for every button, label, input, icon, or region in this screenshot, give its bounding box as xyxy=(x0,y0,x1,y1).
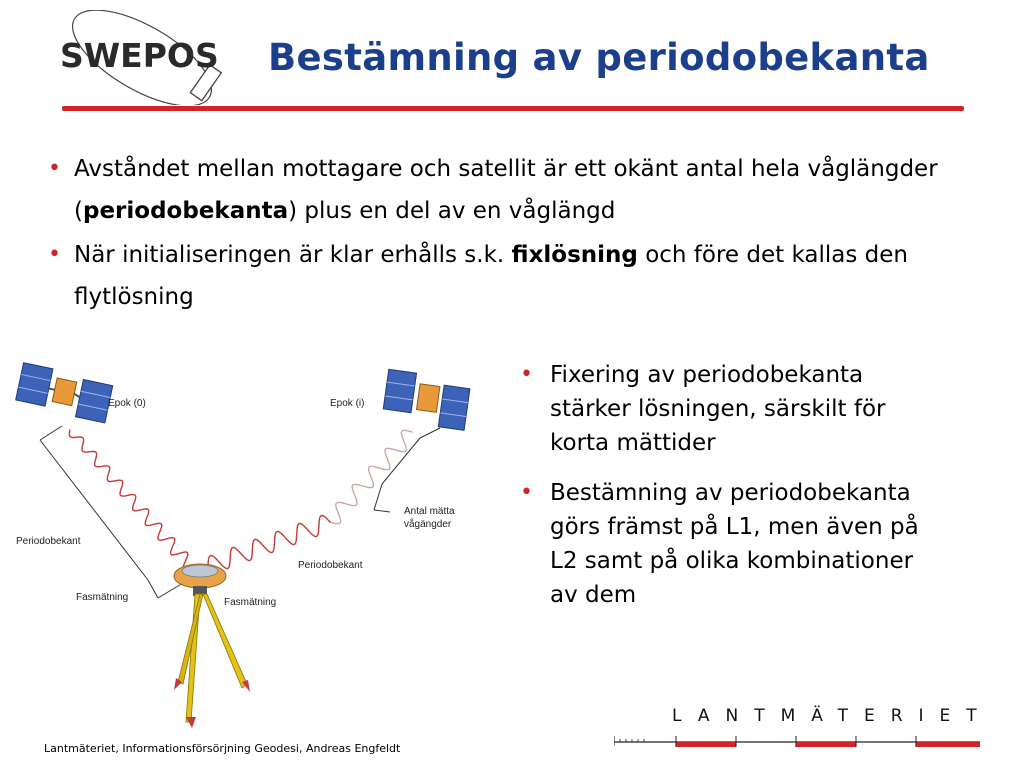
receiver-tripod-icon xyxy=(174,564,250,728)
bullet-icon: • xyxy=(520,480,533,505)
signal-wave-left xyxy=(69,430,192,570)
signal-wave-right xyxy=(330,430,412,523)
bullet-text-before: Avståndet mellan mottagare och satellit är ett okänt antal hela våglängder ( xyxy=(74,156,938,224)
bullet-text-bold: periodobekanta xyxy=(82,198,289,224)
list-item xyxy=(48,148,988,232)
lantmateriet-wordmark: LANTMÄTERIET xyxy=(672,706,993,726)
label-antal-line2: vågängder xyxy=(404,519,452,530)
bullet-text: Fixering av periodobekanta stärker lösningen, särskilt för korta mättider xyxy=(550,362,886,456)
bullet-text-after: ) plus en del av en våglängd xyxy=(288,198,616,224)
bullet-text-after: och före det kallas den flytlösning xyxy=(74,242,908,310)
label-periodobekant-left: Periodobekant xyxy=(16,536,81,547)
swepos-logo xyxy=(50,10,240,105)
list-item xyxy=(520,476,960,612)
bullet-icon: • xyxy=(520,362,533,387)
bullet-icon: • xyxy=(48,156,61,181)
list-item xyxy=(48,234,988,318)
dimension-lines-left xyxy=(40,426,198,598)
satellite-left-icon xyxy=(15,363,114,423)
satellite-right-icon xyxy=(382,369,471,430)
bullet-text: Bestämning av periodobekanta görs främst på L1, men även på L2 samt på olika kombinationer av dem xyxy=(550,480,919,608)
logo-text: SWEPOS xyxy=(60,36,219,75)
label-epok-i: Epok (i) xyxy=(330,398,365,409)
gnss-ambiguity-diagram xyxy=(10,362,490,728)
label-antal-line1: Antal mätta xyxy=(404,506,455,517)
footer-credit: Lantmäteriet, Informationsförsörjning Geodesi, Andreas Engfeldt xyxy=(44,742,401,755)
bullet-text-before: När initialiseringen är klar erhålls s.k. xyxy=(74,242,512,268)
lantmateriet-scale-bar xyxy=(614,732,980,748)
label-fasmatning-right: Fasmätning xyxy=(224,597,277,608)
bullet-icon: • xyxy=(48,242,61,267)
label-epok-0: Epok (0) xyxy=(108,398,146,409)
list-item xyxy=(520,358,960,460)
label-fasmatning-left: Fasmätning xyxy=(76,592,129,603)
top-bullet-list xyxy=(48,148,988,320)
page-title: Bestämning av periodobekanta xyxy=(268,36,930,79)
right-bullet-list xyxy=(520,358,960,628)
bullet-text-bold: fixlösning xyxy=(511,242,638,268)
title-divider xyxy=(62,106,964,111)
label-periodobekant-right: Periodobekant xyxy=(298,560,363,571)
